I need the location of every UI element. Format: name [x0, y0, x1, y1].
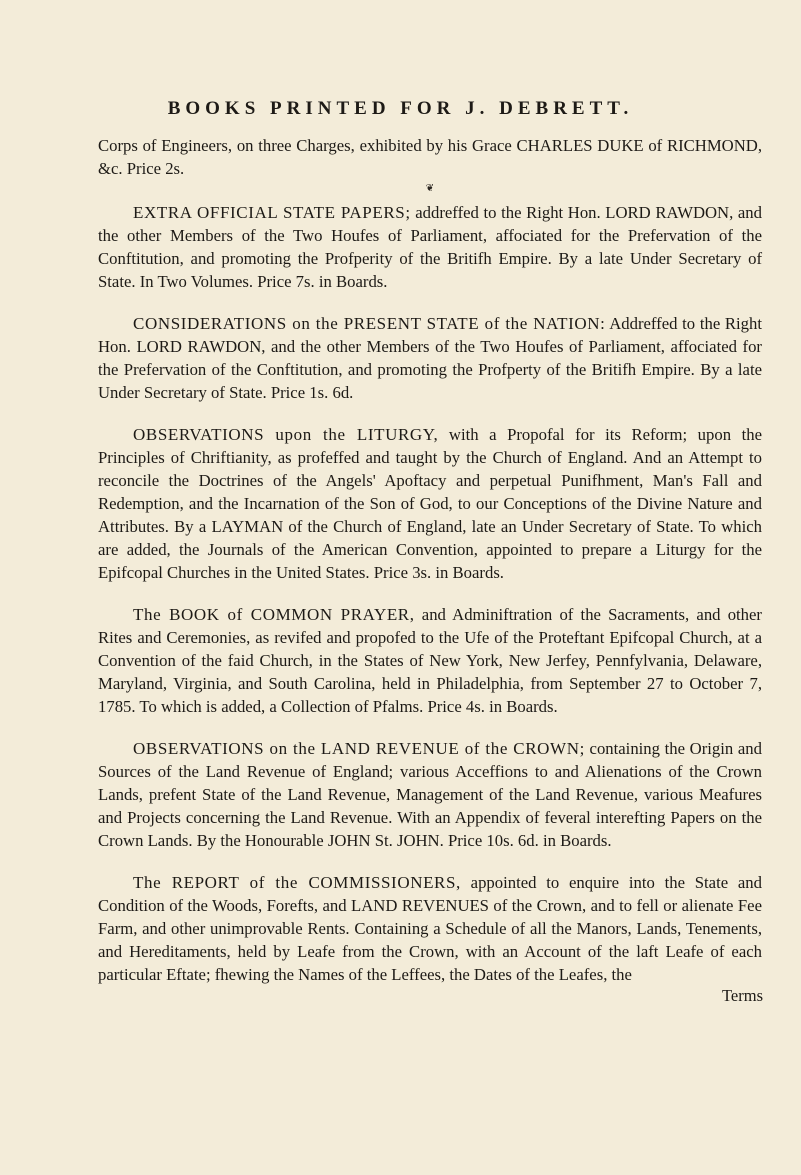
advertisement-list: [98, 134, 762, 1005]
entry-considerations: CONSIDERATIONS on the PRESENT STATE of the NATION: Addreffed to the Right Hon. LORD RAWDON, and the other Members of the Two Houfes of Parliament, affociated for the Prefervation of the Conftitution, and promoting the Profperty of the Britifh Empire. By a late Under Secretary of State. Price 1s. 6d.: [98, 314, 762, 402]
entry-report-commissioners: The REPORT of the COMMISSIONERS, appointed to enquire into the State and Condition of the Woods, Forefts, and LAND REVENUES of the Crown, and to fell or alienate Fee Farm, and other unimprovable Rents. Containing a Schedule of all the Manors, Lands, Tenements, and Hereditaments, held by Leafe from the Crown, with an Account of the laft Leafe of each particular Eftate; fhewing the Names of the Leffees, the Dates of the Leafes, the: [98, 873, 762, 984]
fleuron-ornament: ❦: [425, 183, 435, 194]
running-head: BOOKS PRINTED FOR J. DEBRETT.: [167, 98, 634, 119]
entry-observations-land-revenue: OBSERVATIONS on the LAND REVENUE of the CROWN; containing the Origin and Sources of the Land Revenue of England; various Acceffions to and Alienations of the Crown Lands, prefent State of the Land Revenue, Management of the Land Revenue, various Meafures and Projects concerning the Land Revenue. With an Appendix of feveral interefting Papers on the Crown Lands. By the Honourable JOHN St. JOHN. Price 10s. 6d. in Boards.: [98, 739, 762, 850]
entry-book-of-common-prayer: The BOOK of COMMON PRAYER, and Adminiftration of the Sacraments, and other Rites and Ceremonies, as revifed and propofed to the Ufe of the Proteftant Epifcopal Church, at a Convention of the faid Church, in the States of New York, New Jerfey, Pennfylvania, Delaware, Maryland, Virginia, and South Carolina, held in Philadelphia, from September 27 to October 7, 1785. To which is added, a Collection of Pfalms. Price 4s. in Boards.: [98, 605, 762, 716]
catchword: Terms: [721, 986, 763, 1005]
entry-extra-official-state-papers: EXTRA OFFICIAL STATE PAPERS; addreffed to the Right Hon. LORD RAWDON, and the other Members of the Two Houfes of Parliament, affociated for the Prefervation of the Conftitution, and promoting the Profperity of the Britifh Empire. By a late Under Secretary of State. In Two Volumes. Price 7s. in Boards.: [98, 203, 762, 291]
entry-observations-liturgy: OBSERVATIONS upon the LITURGY, with a Propofal for its Reform; upon the Principles of Chriftianity, as profeffed and taught by the Church of England. And an Attempt to reconcile the Doctrines of the Angels' Apoftacy and perpetual Punifhment, Man's Fall and Redemption, and the Incarnation of the Son of God, to our Conceptions of the Divine Nature and Attributes. By a LAYMAN of the Church of England, late an Under Secretary of State. To which are added, the Journals of the American Convention, appointed to prepare a Liturgy for the Epifcopal Churches in the United States. Price 3s. in Boards.: [98, 425, 762, 582]
entry-corps-of-engineers: Corps of Engineers, on three Charges, exhibited by his Grace CHARLES DUKE of RICHMOND, &c. Price 2s.: [98, 136, 762, 178]
